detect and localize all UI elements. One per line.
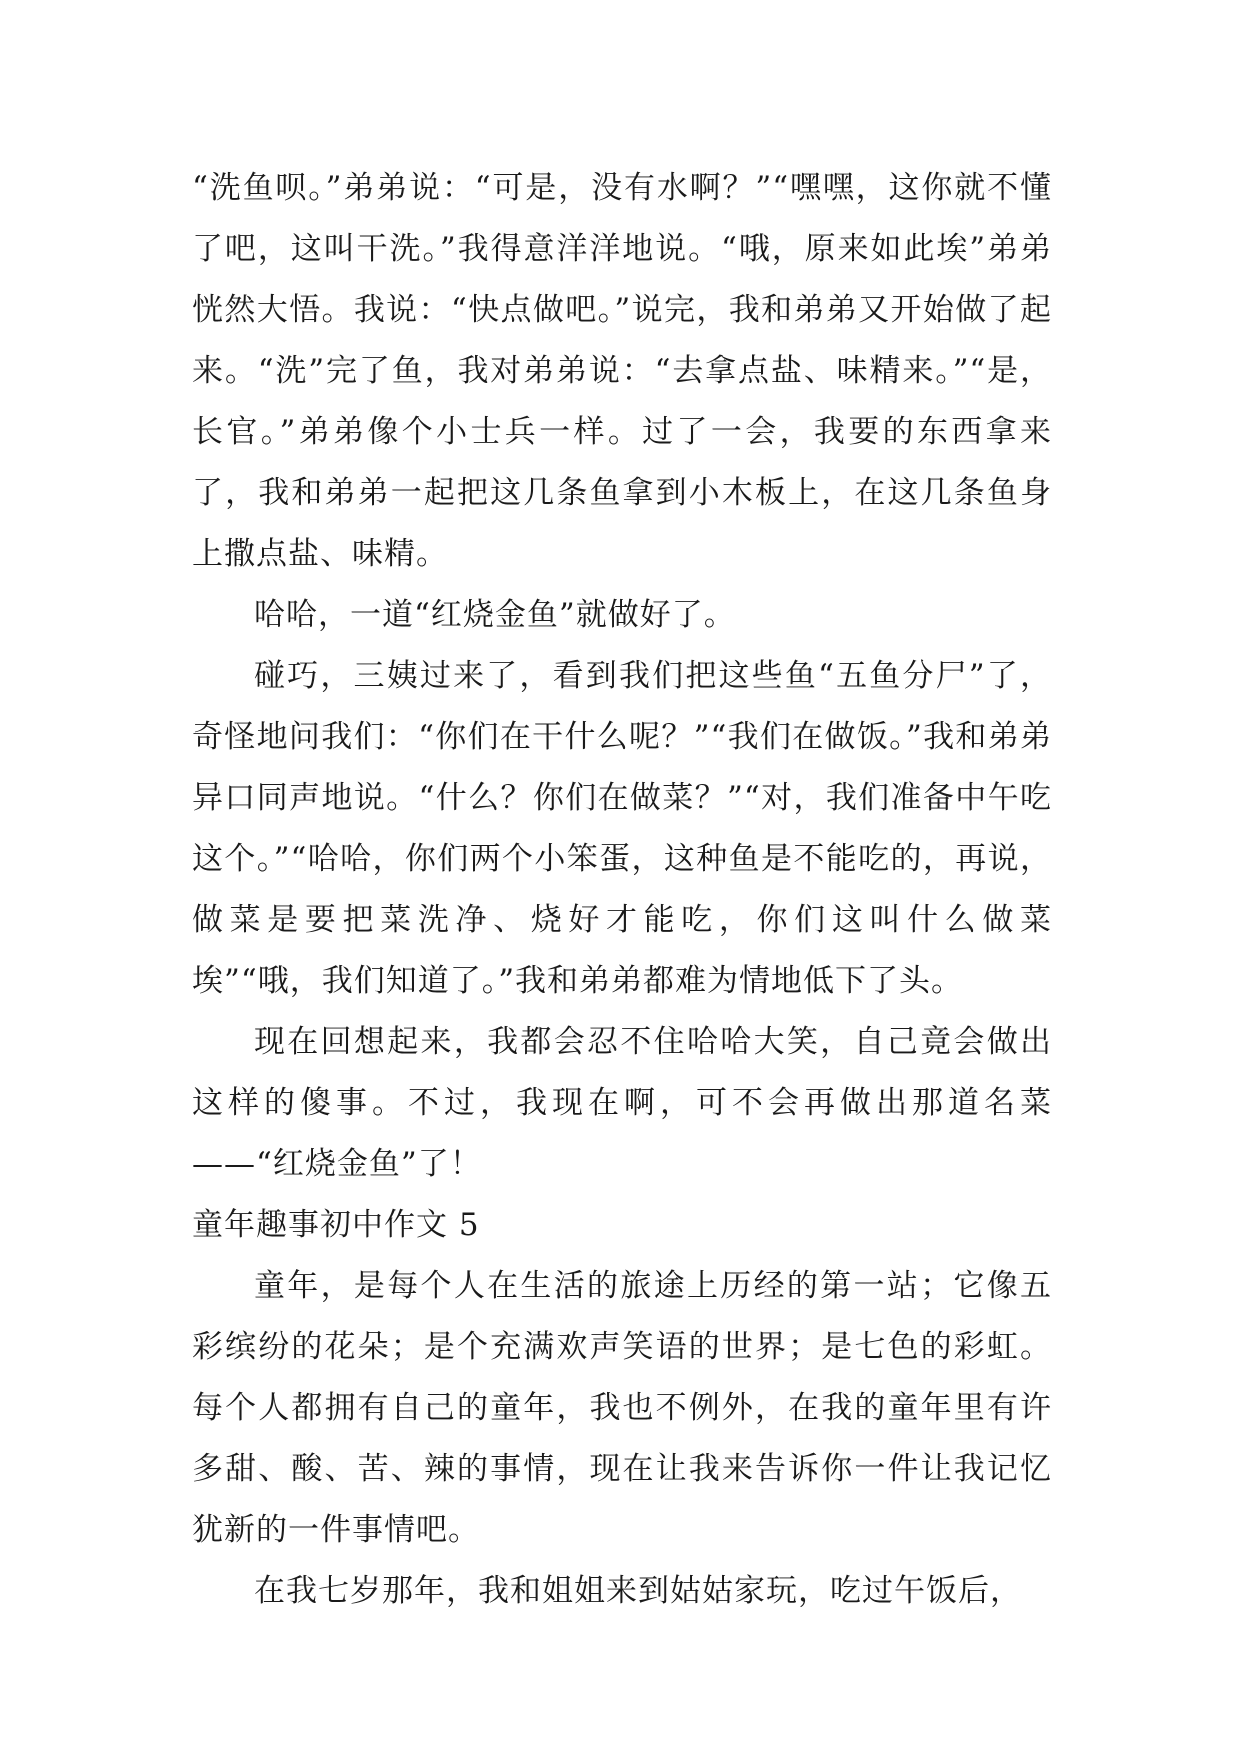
paragraph-dialogue-washing-fish: “洗鱼呗。”弟弟说：“可是，没有水啊？”“嘿嘿，这你就不懂了吧，这叫干洗。”我得意洋洋地说。“哦，原来如此埃”弟弟恍然大悟。我说：“快点做吧。”说完，我和弟弟又开始做了起来。“洗”完了鱼，我对弟弟说：“去拿点盐、味精来。”“是，长官。”弟弟像个小士兵一样。过了一会，我要的东西拿来了，我和弟弟一起把这几条鱼拿到小木板上，在这几条鱼身上撒点盐、味精。 <box>192 170 1052 572</box>
document-body <box>192 158 1052 1622</box>
section-title: 童年趣事初中作文 5 <box>192 1207 480 1243</box>
paragraph-aunt-arrives: 碰巧，三姨过来了，看到我们把这些鱼“五鱼分尸”了，奇怪地问我们：“你们在干什么呢？”“我们在做饭。”我和弟弟异口同声地说。“什么？你们在做菜？”“对，我们准备中午吃这个。”“哈哈，你们两个小笨蛋，这种鱼是不能吃的，再说，做菜是要把菜洗净、烧好才能吃，你们这叫什么做菜埃”“哦，我们知道了。”我和弟弟都难为情地低下了头。 <box>192 658 1052 999</box>
paragraph-recollection: 现在回想起来，我都会忍不住哈哈大笑，自己竟会做出这样的傻事。不过，我现在啊，可不会再做出那道名菜——“红烧金鱼”了！ <box>192 1024 1052 1182</box>
paragraph-childhood-intro: 童年，是每个人在生活的旅途上历经的第一站；它像五彩缤纷的花朵；是个充满欢声笑语的世界；是七色的彩虹。每个人都拥有自己的童年，我也不例外，在我的童年里有许多甜、酸、苦、辣的事情，现在让我来告诉你一件让我记忆犹新的一件事情吧。 <box>192 1268 1052 1548</box>
paragraph-seven-years-old: 在我七岁那年，我和姐姐来到姑姑家玩，吃过午饭后， <box>254 1573 1022 1609</box>
paragraph-dish-done: 哈哈，一道“红烧金鱼”就做好了。 <box>254 597 736 633</box>
